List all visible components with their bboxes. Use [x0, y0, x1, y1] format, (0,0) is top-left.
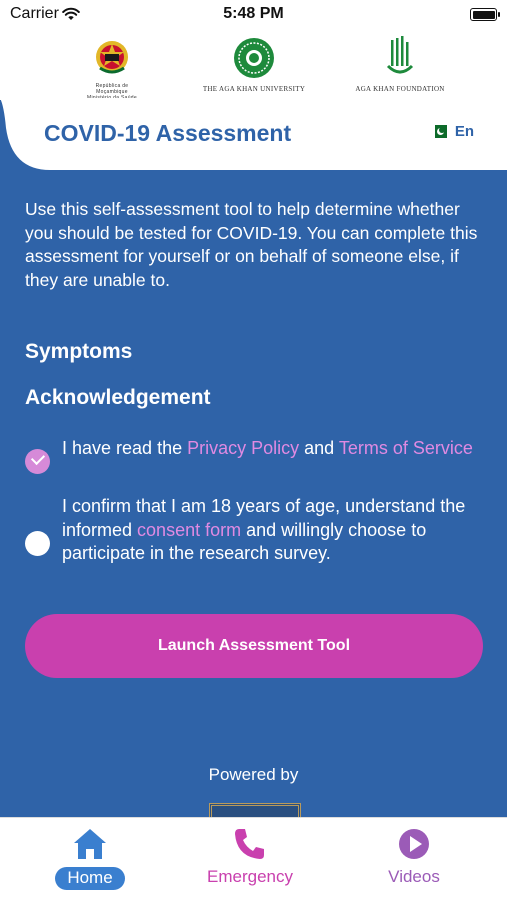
page-title: COVID-19 Assessment	[44, 120, 292, 146]
bottom-tab-bar	[0, 817, 507, 900]
carrier-label: Carrier	[10, 5, 59, 22]
terms-of-service-link[interactable]: Terms of Service	[338, 438, 473, 458]
powered-by-label: Powered by	[208, 765, 299, 784]
mozambique-emblem-icon	[90, 36, 134, 78]
consent-ack-suffix: and willingly choose to participate in the research survey.	[62, 519, 427, 563]
privacy-ack-checkbox[interactable]	[25, 449, 50, 474]
symptoms-heading: Symptoms	[25, 340, 133, 363]
akf-caption: AGA KHAN FOUNDATION	[355, 85, 445, 93]
home-icon	[72, 826, 108, 862]
consent-ack-text	[62, 495, 485, 566]
tab-videos[interactable]	[374, 826, 454, 887]
aga-khan-foundation-logo	[346, 36, 454, 93]
aga-khan-university-logo	[192, 36, 316, 93]
consent-ack-prefix: I confirm that I am 18 years of age, understand the informed	[62, 496, 466, 540]
mozambique-caption-1: República de Moçambique	[95, 83, 129, 95]
tab-emergency-label: Emergency	[207, 867, 293, 886]
intro-text: Use this self-assessment tool to help determine whether you should be tested for COVID-19. You can complete this assessment for yourself or on behalf of someone else, if they are unable to.	[25, 199, 478, 290]
title-bar	[0, 98, 507, 178]
phone-icon	[232, 826, 268, 862]
tab-videos-label: Videos	[388, 867, 440, 886]
partner-logos	[0, 30, 507, 100]
consent-ack-row	[25, 495, 485, 566]
language-label: En	[454, 123, 474, 140]
mozambique-emblem-logo	[82, 36, 142, 101]
play-circle-icon	[396, 826, 432, 862]
consent-ack-checkbox[interactable]	[25, 531, 50, 556]
privacy-ack-text	[62, 437, 473, 474]
aku-emblem-icon	[232, 36, 276, 80]
tab-home[interactable]	[52, 826, 128, 890]
consent-form-link[interactable]: consent form	[137, 519, 242, 540]
clock: 5:48 PM	[223, 5, 284, 22]
tab-emergency[interactable]	[195, 826, 305, 887]
privacy-ack-prefix: I have read the	[62, 438, 188, 458]
acknowledgement-heading: Acknowledgement	[25, 386, 211, 409]
akf-emblem-icon	[385, 36, 415, 80]
pakistan-flag-icon	[431, 125, 447, 138]
battery-icon	[470, 8, 497, 21]
privacy-policy-link[interactable]: Privacy Policy	[187, 438, 300, 458]
launch-assessment-button[interactable]: Launch Assessment Tool	[25, 614, 483, 678]
sponsor-logo	[209, 803, 301, 817]
aku-caption: THE AGA KHAN UNIVERSITY	[202, 85, 306, 93]
status-bar	[0, 0, 507, 30]
tab-home-label: Home	[55, 867, 124, 890]
privacy-ack-and: and	[299, 438, 339, 458]
privacy-ack-row	[25, 437, 485, 474]
language-selector[interactable]	[431, 123, 474, 140]
